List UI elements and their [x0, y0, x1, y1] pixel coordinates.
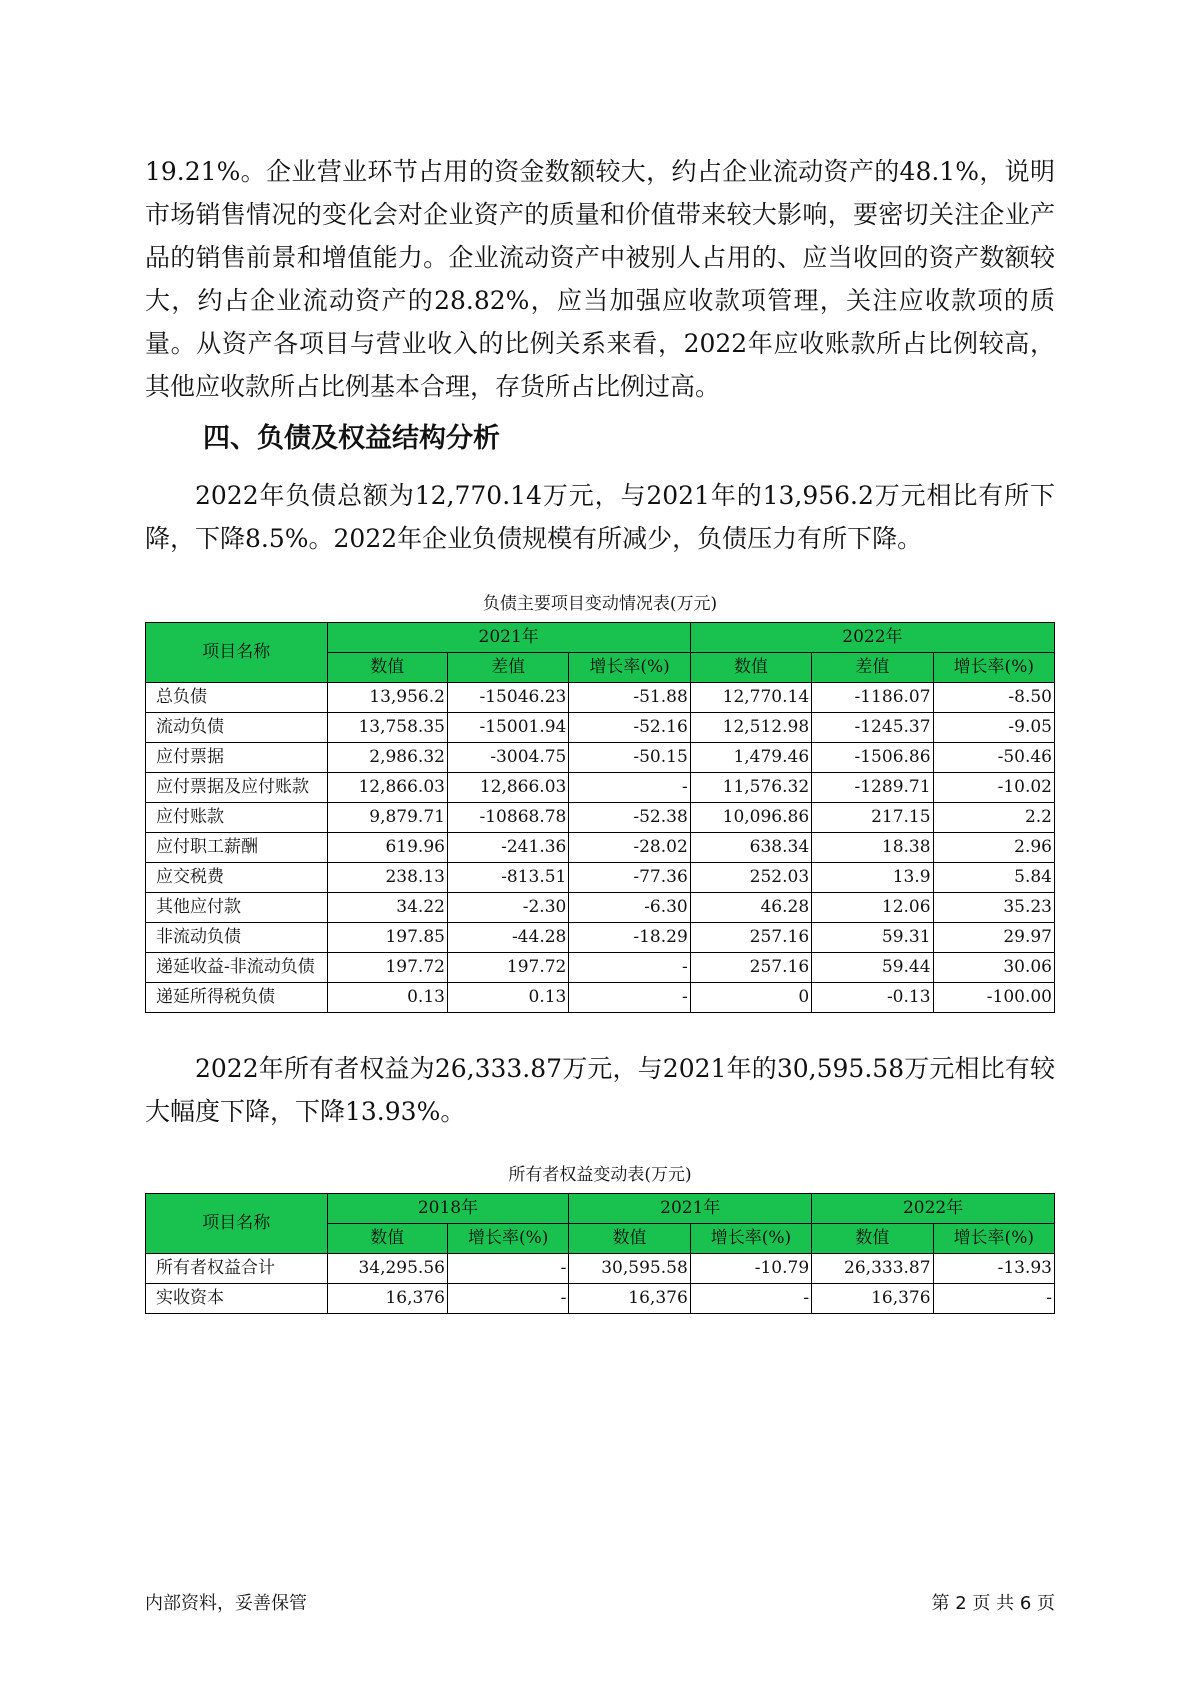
column-header-item-name: 项目名称 — [146, 623, 328, 683]
row-label: 所有者权益合计 — [146, 1254, 328, 1284]
table-cell: 2,986.32 — [327, 743, 447, 773]
row-label: 总负债 — [146, 683, 328, 713]
table-cell: - — [690, 1284, 811, 1314]
column-subheader: 差值 — [812, 653, 933, 683]
table-cell: -8.50 — [933, 683, 1054, 713]
table-cell: 1,479.46 — [690, 743, 811, 773]
column-header-year: 2018年 — [327, 1194, 569, 1224]
table-cell: 16,376 — [327, 1284, 447, 1314]
column-subheader: 增长率(%) — [569, 653, 690, 683]
table-cell: -6.30 — [569, 893, 690, 923]
table-cell: 10,096.86 — [690, 803, 811, 833]
table-cell: -18.29 — [569, 923, 690, 953]
equity-table — [145, 1193, 1055, 1314]
row-label: 应付职工薪酬 — [146, 833, 328, 863]
table-cell: -100.00 — [933, 983, 1054, 1013]
table-cell: 30.06 — [933, 953, 1054, 983]
table-cell: 12.06 — [812, 893, 933, 923]
column-subheader: 差值 — [447, 653, 568, 683]
table-cell: -13.93 — [933, 1254, 1054, 1284]
table-row — [146, 953, 1055, 983]
footer-page-number: 第 2 页 共 6 页 — [931, 1593, 1055, 1614]
table-cell: 9,879.71 — [327, 803, 447, 833]
table-cell: 59.31 — [812, 923, 933, 953]
liability-table — [145, 622, 1055, 1013]
table-row — [146, 833, 1055, 863]
table-cell: 18.38 — [812, 833, 933, 863]
column-header-year: 2021年 — [327, 623, 690, 653]
table-cell: 12,866.03 — [447, 773, 568, 803]
table-cell: 34.22 — [327, 893, 447, 923]
table-cell: 2.2 — [933, 803, 1054, 833]
table1-caption: 负债主要项目变动情况表(万元) — [482, 594, 718, 614]
table-cell: 252.03 — [690, 863, 811, 893]
table-cell: -10.02 — [933, 773, 1054, 803]
row-label: 应付账款 — [146, 803, 328, 833]
table-cell: - — [933, 1284, 1054, 1314]
table-cell: -44.28 — [447, 923, 568, 953]
paragraph-asset-analysis: 19.21%。企业营业环节占用的资金数额较大，约占企业流动资产的48.1%，说明市场销售情况的变化会对企业资产的质量和价值带来较大影响，要密切关注企业产品的销售前景和增值能力。企业流动资产中被别人占用的、应当收回的资产数额较大，约占企业流动资产的28.82%，应当加强应收款项管理，关注应收款项的质量。从资产各项目与营业收入的比例关系来看，2022年应收账款所占比例较高，其他应收款所占比例基本合理，存货所占比例过高。 — [145, 157, 1055, 401]
table-cell: 0.13 — [447, 983, 568, 1013]
document-page — [145, 150, 1055, 1314]
table-cell: -28.02 — [569, 833, 690, 863]
table-cell: 13.9 — [812, 863, 933, 893]
row-label: 应付票据 — [146, 743, 328, 773]
table-cell: 13,956.2 — [327, 683, 447, 713]
table-row — [146, 893, 1055, 923]
table-cell: - — [569, 953, 690, 983]
table-cell: -1245.37 — [812, 713, 933, 743]
row-label: 应付票据及应付账款 — [146, 773, 328, 803]
row-label: 应交税费 — [146, 863, 328, 893]
table-cell: -52.38 — [569, 803, 690, 833]
table-cell: 29.97 — [933, 923, 1054, 953]
table-row — [146, 923, 1055, 953]
table-cell: 11,576.32 — [690, 773, 811, 803]
column-subheader: 增长率(%) — [933, 1224, 1054, 1254]
table-cell: 257.16 — [690, 953, 811, 983]
table-cell: 16,376 — [812, 1284, 933, 1314]
table-cell: 35.23 — [933, 893, 1054, 923]
table-cell: 46.28 — [690, 893, 811, 923]
table-cell: -15046.23 — [447, 683, 568, 713]
table-row — [146, 773, 1055, 803]
table-cell: -1289.71 — [812, 773, 933, 803]
row-label: 实收资本 — [146, 1284, 328, 1314]
column-header-year: 2022年 — [690, 623, 1054, 653]
table-cell: 197.72 — [327, 953, 447, 983]
column-subheader: 增长率(%) — [933, 653, 1054, 683]
table-cell: -51.88 — [569, 683, 690, 713]
table-cell: - — [447, 1284, 568, 1314]
column-subheader: 数值 — [690, 653, 811, 683]
table-cell: -10.79 — [690, 1254, 811, 1284]
table-cell: -241.36 — [447, 833, 568, 863]
table-row — [146, 983, 1055, 1013]
row-label: 递延所得税负债 — [146, 983, 328, 1013]
table-cell: -77.36 — [569, 863, 690, 893]
table-cell: 257.16 — [690, 923, 811, 953]
table-cell: 13,758.35 — [327, 713, 447, 743]
table-cell: -10868.78 — [447, 803, 568, 833]
table-cell: -9.05 — [933, 713, 1054, 743]
table-cell: -3004.75 — [447, 743, 568, 773]
table-cell: 0.13 — [327, 983, 447, 1013]
table-cell: 26,333.87 — [812, 1254, 933, 1284]
table-cell: 30,595.58 — [569, 1254, 690, 1284]
table-cell: 2.96 — [933, 833, 1054, 863]
table-cell: - — [447, 1254, 568, 1284]
table-cell: 217.15 — [812, 803, 933, 833]
row-label: 非流动负债 — [146, 923, 328, 953]
section-heading: 四、负债及权益结构分析 — [203, 423, 500, 454]
column-subheader: 数值 — [327, 1224, 447, 1254]
column-header-year: 2021年 — [569, 1194, 812, 1224]
row-label: 其他应付款 — [146, 893, 328, 923]
table-cell: 12,866.03 — [327, 773, 447, 803]
table-cell: -52.16 — [569, 713, 690, 743]
table-cell: 638.34 — [690, 833, 811, 863]
table-cell: -2.30 — [447, 893, 568, 923]
column-header-year: 2022年 — [812, 1194, 1055, 1224]
column-header-item-name: 项目名称 — [146, 1194, 328, 1254]
table-cell: 0 — [690, 983, 811, 1013]
table-cell: 12,512.98 — [690, 713, 811, 743]
table-cell: -50.15 — [569, 743, 690, 773]
column-subheader: 数值 — [812, 1224, 933, 1254]
column-subheader: 增长率(%) — [447, 1224, 568, 1254]
table-cell: -1186.07 — [812, 683, 933, 713]
paragraph-equity-summary: 2022年所有者权益为26,333.87万元，与2021年的30,595.58万元相比有较大幅度下降，下降13.93%。 — [145, 1054, 1055, 1126]
table-cell: 16,376 — [569, 1284, 690, 1314]
column-subheader: 增长率(%) — [690, 1224, 811, 1254]
table-cell: -813.51 — [447, 863, 568, 893]
table-cell: -0.13 — [812, 983, 933, 1013]
table-cell: 12,770.14 — [690, 683, 811, 713]
table-cell: 197.72 — [447, 953, 568, 983]
table-cell: -15001.94 — [447, 713, 568, 743]
table-cell: 619.96 — [327, 833, 447, 863]
table-cell: 5.84 — [933, 863, 1054, 893]
table2-caption: 所有者权益变动表(万元) — [508, 1165, 692, 1185]
table-row — [146, 713, 1055, 743]
row-label: 递延收益-非流动负债 — [146, 953, 328, 983]
footer-confidential-note: 内部资料，妥善保管 — [145, 1593, 307, 1614]
table-cell: 197.85 — [327, 923, 447, 953]
table-row — [146, 683, 1055, 713]
table-cell: - — [569, 773, 690, 803]
table-row — [146, 743, 1055, 773]
table-cell: -1506.86 — [812, 743, 933, 773]
table-cell: -50.46 — [933, 743, 1054, 773]
column-subheader: 数值 — [327, 653, 447, 683]
paragraph-liability-summary: 2022年负债总额为12,770.14万元，与2021年的13,956.2万元相比有所下降，下降8.5%。2022年企业负债规模有所减少，负债压力有所下降。 — [145, 481, 1055, 553]
table-row — [146, 1284, 1055, 1314]
table-cell: 238.13 — [327, 863, 447, 893]
table-cell: 59.44 — [812, 953, 933, 983]
table-cell: - — [569, 983, 690, 1013]
table-row — [146, 803, 1055, 833]
table-row — [146, 1254, 1055, 1284]
table-row — [146, 863, 1055, 893]
table-cell: 34,295.56 — [327, 1254, 447, 1284]
row-label: 流动负债 — [146, 713, 328, 743]
column-subheader: 数值 — [569, 1224, 690, 1254]
